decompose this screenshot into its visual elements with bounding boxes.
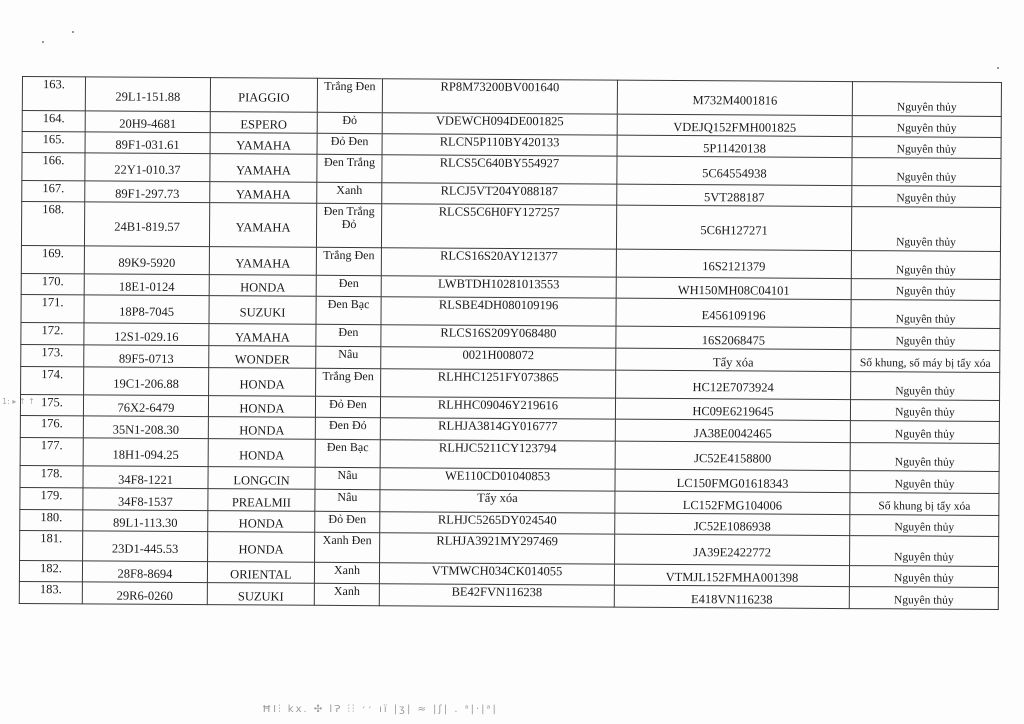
- frame-number-cell: RLHHC09046Y219616: [380, 397, 615, 419]
- row-number-cell: 175.: [20, 394, 83, 415]
- plate-number-cell: 23D1-445.53: [83, 531, 208, 562]
- row-number-cell: 171.: [21, 294, 84, 322]
- brand-cell: PIAGGIO: [210, 78, 317, 113]
- plate-number-cell: 18P8-7045: [84, 295, 209, 324]
- plate-number-cell: 29L1-151.88: [85, 77, 210, 112]
- engine-number-cell: JC52E4158800: [615, 441, 850, 470]
- engine-number-cell: JA39E2422772: [615, 534, 850, 565]
- engine-number-cell: VTMJL152FMHA001398: [614, 564, 849, 586]
- row-number-cell: 167.: [22, 181, 85, 202]
- brand-cell: HONDA: [208, 511, 315, 533]
- color-cell: Đen Trắng: [317, 154, 382, 182]
- row-number-cell: 168.: [21, 202, 84, 246]
- engine-number-cell: Tẩy xóa: [616, 348, 851, 371]
- engine-number-cell: JA38E0042465: [615, 419, 850, 442]
- plate-number-cell: 18E1-0124: [84, 274, 209, 296]
- brand-cell: SUZUKI: [209, 296, 316, 325]
- color-cell: Trắng Đen: [316, 247, 381, 275]
- footer-marks: ĦI⫶ kx. ✣ lɁ ⫶⫶ ׳׳ ıı̈ |ʒ| ≈ |ʃ| . ᵃ|·|ᵃ|: [262, 704, 498, 715]
- plate-number-cell: 34F8-1221: [83, 466, 208, 489]
- plate-number-cell: 89F5-0713: [84, 345, 209, 368]
- engine-number-cell: 5VT288187: [617, 184, 852, 206]
- plate-number-cell: 89F1-297.73: [85, 181, 210, 203]
- engine-number-cell: HC12E7073924: [616, 370, 851, 399]
- status-note-cell: Nguyên thủy: [852, 186, 1001, 208]
- status-note-cell: Số khung bị tẩy xóa: [850, 493, 999, 516]
- vehicle-table: [19, 76, 1002, 610]
- frame-number-cell: BE42FVN116238: [379, 584, 614, 607]
- status-note-cell: Số khung, số máy bị tẩy xóa: [851, 350, 1000, 373]
- frame-number-cell: RLHJC5211CY123794: [380, 440, 615, 469]
- row-number-cell: 173.: [21, 344, 84, 366]
- brand-cell: HONDA: [208, 439, 315, 468]
- plate-number-cell: 22Y1-010.37: [85, 153, 210, 182]
- brand-cell: YAMAHA: [210, 182, 317, 204]
- engine-number-cell: LC152FMG104006: [615, 491, 850, 514]
- plate-number-cell: 29R6-0260: [82, 582, 207, 605]
- status-note-cell: Nguyên thủy: [851, 279, 1000, 301]
- brand-cell: HONDA: [208, 532, 315, 563]
- status-note-cell: Nguyên thủy: [850, 471, 999, 494]
- plate-number-cell: 89F1-031.61: [85, 132, 210, 154]
- color-cell: Nâu: [315, 489, 380, 511]
- plate-number-cell: 35N1-208.30: [83, 416, 208, 439]
- color-cell: Nâu: [316, 346, 381, 368]
- engine-number-cell: 5P11420138: [617, 135, 852, 157]
- color-cell: Đen Trắng Đỏ: [316, 203, 381, 247]
- row-number-cell: 169.: [21, 245, 84, 273]
- plate-number-cell: 24B1-819.57: [84, 202, 209, 247]
- brand-cell: YAMAHA: [209, 247, 316, 276]
- color-cell: Đen: [316, 324, 381, 346]
- plate-number-cell: 89K9-5920: [84, 246, 209, 275]
- color-cell: Đỏ Đen: [315, 396, 380, 417]
- color-cell: Đen Bạc: [316, 296, 381, 324]
- engine-number-cell: 16S2068475: [616, 326, 851, 349]
- row-number-cell: 177.: [20, 437, 83, 465]
- color-cell: Nâu: [315, 467, 380, 489]
- status-note-cell: Nguyên thủy: [850, 421, 999, 444]
- color-cell: Đen: [316, 275, 381, 296]
- color-cell: Trắng Đen: [316, 368, 381, 396]
- frame-number-cell: RP8M73200BV001640: [382, 79, 617, 114]
- scan-speck: [997, 67, 999, 69]
- table-row: [21, 202, 1000, 252]
- color-cell: Xanh: [317, 182, 382, 203]
- brand-cell: WONDER: [209, 346, 316, 369]
- status-note-cell: Nguyên thủy: [850, 400, 999, 422]
- brand-cell: ORIENTAL: [207, 562, 314, 584]
- frame-number-cell: RLSBE4DH080109196: [381, 297, 616, 326]
- margin-marks: 1: ▸ ↑ ↑: [2, 397, 35, 406]
- color-cell: Đỏ Đen: [317, 133, 382, 154]
- status-note-cell: Nguyên thủy: [852, 158, 1001, 187]
- brand-cell: SUZUKI: [207, 583, 314, 606]
- color-cell: Đen Bạc: [315, 439, 380, 467]
- scan-speck: [42, 41, 44, 43]
- status-note-cell: Nguyên thủy: [851, 207, 1000, 252]
- plate-number-cell: 18H1-094.25: [83, 438, 208, 467]
- row-number-cell: 164.: [22, 111, 85, 132]
- status-note-cell: Nguyên thủy: [851, 251, 1000, 280]
- row-number-cell: 166.: [22, 153, 85, 181]
- color-cell: Xanh Đen: [315, 532, 380, 562]
- frame-number-cell: WE110CD01040853: [380, 468, 615, 491]
- vehicle-table-body: [19, 77, 1001, 610]
- frame-number-cell: VDEWCH094DE001825: [382, 113, 617, 135]
- row-number-cell: 182.: [19, 560, 82, 581]
- row-number-cell: 176.: [20, 415, 83, 437]
- frame-number-cell: VTMWCH034CK014055: [379, 563, 614, 585]
- row-number-cell: 165.: [22, 132, 85, 153]
- frame-number-cell: RLHJA3921MY297469: [380, 533, 615, 564]
- brand-cell: HONDA: [208, 396, 315, 418]
- row-number-cell: 183.: [19, 581, 82, 603]
- status-note-cell: Nguyên thủy: [849, 587, 998, 610]
- engine-number-cell: VDEJQ152FMH001825: [617, 114, 852, 136]
- status-note-cell: Nguyên thủy: [849, 566, 998, 588]
- plate-number-cell: 34F8-1537: [83, 488, 208, 511]
- engine-number-cell: 5C64554938: [617, 156, 852, 185]
- brand-cell: HONDA: [209, 275, 316, 297]
- brand-cell: LONGCIN: [208, 467, 315, 490]
- plate-number-cell: 20H9-4681: [85, 111, 210, 133]
- status-note-cell: Nguyên thủy: [851, 328, 1000, 351]
- row-number-cell: 180.: [20, 509, 83, 530]
- status-note-cell: Nguyên thủy: [850, 515, 999, 537]
- frame-number-cell: RLCS16S209Y068480: [381, 325, 616, 348]
- engine-number-cell: 16S2121379: [616, 249, 851, 278]
- row-number-cell: 163.: [22, 77, 85, 111]
- status-note-cell: Nguyên thủy: [851, 300, 1000, 329]
- row-number-cell: 170.: [21, 273, 84, 294]
- brand-cell: YAMAHA: [209, 324, 316, 347]
- row-number-cell: 181.: [20, 530, 83, 560]
- status-note-cell: Nguyên thủy: [852, 82, 1001, 117]
- brand-cell: ESPERO: [210, 112, 317, 134]
- color-cell: Đỏ: [317, 112, 382, 133]
- color-cell: Xanh: [314, 583, 379, 605]
- frame-number-cell: RLCS16S20AY121377: [381, 248, 616, 277]
- plate-number-cell: 89L1-113.30: [83, 510, 208, 532]
- row-number-cell: 179.: [20, 487, 83, 509]
- row-number-cell: 178.: [20, 465, 83, 487]
- brand-cell: YAMAHA: [209, 203, 316, 248]
- color-cell: Xanh: [314, 562, 379, 583]
- engine-number-cell: M732M4001816: [617, 80, 852, 115]
- color-cell: Trắng Đen: [317, 78, 382, 112]
- frame-number-cell: 0021H008072: [381, 347, 616, 370]
- document-sheet: [19, 76, 1002, 610]
- brand-cell: YAMAHA: [210, 154, 317, 183]
- engine-number-cell: E418VN116238: [614, 585, 849, 608]
- brand-cell: YAMAHA: [210, 133, 317, 155]
- brand-cell: HONDA: [208, 417, 315, 440]
- status-note-cell: Nguyên thủy: [852, 137, 1001, 159]
- engine-number-cell: LC150FMG01618343: [615, 469, 850, 492]
- row-number-cell: 172.: [21, 322, 84, 344]
- frame-number-cell: LWBTDH10281013553: [381, 276, 616, 298]
- engine-number-cell: 5C6H127271: [616, 205, 851, 250]
- engine-number-cell: JC52E1086938: [615, 513, 850, 535]
- frame-number-cell: RLHJA3814GY016777: [380, 418, 615, 441]
- engine-number-cell: HC09E6219645: [615, 398, 850, 420]
- plate-number-cell: 76X2-6479: [83, 395, 208, 417]
- frame-number-cell: RLCN5P110BY420133: [382, 134, 617, 156]
- brand-cell: PREALMII: [208, 489, 315, 512]
- engine-number-cell: E456109196: [616, 298, 851, 327]
- frame-number-cell: RLCJ5VT204Y088187: [382, 183, 617, 205]
- scan-speck: [72, 31, 74, 33]
- row-number-cell: 174.: [21, 366, 84, 394]
- color-cell: Đỏ Đen: [315, 511, 380, 532]
- frame-number-cell: Tẩy xóa: [380, 490, 615, 513]
- engine-number-cell: WH150MH08C04101: [616, 277, 851, 299]
- color-cell: Đen Đỏ: [315, 417, 380, 439]
- table-row: [19, 581, 998, 609]
- frame-number-cell: RLCS5C6H0FY127257: [381, 204, 616, 249]
- plate-number-cell: 19C1-206.88: [84, 367, 209, 396]
- frame-number-cell: RLCS5C640BY554927: [382, 155, 617, 184]
- status-note-cell: Nguyên thủy: [851, 372, 1000, 401]
- brand-cell: HONDA: [209, 368, 316, 397]
- status-note-cell: Nguyên thủy: [852, 116, 1001, 138]
- status-note-cell: Nguyên thủy: [850, 443, 999, 472]
- status-note-cell: Nguyên thủy: [850, 536, 999, 567]
- plate-number-cell: 12S1-029.16: [84, 323, 209, 346]
- frame-number-cell: RLHJC5265DY024540: [380, 512, 615, 534]
- plate-number-cell: 28F8-8694: [82, 561, 207, 583]
- frame-number-cell: RLHHC1251FY073865: [381, 369, 616, 398]
